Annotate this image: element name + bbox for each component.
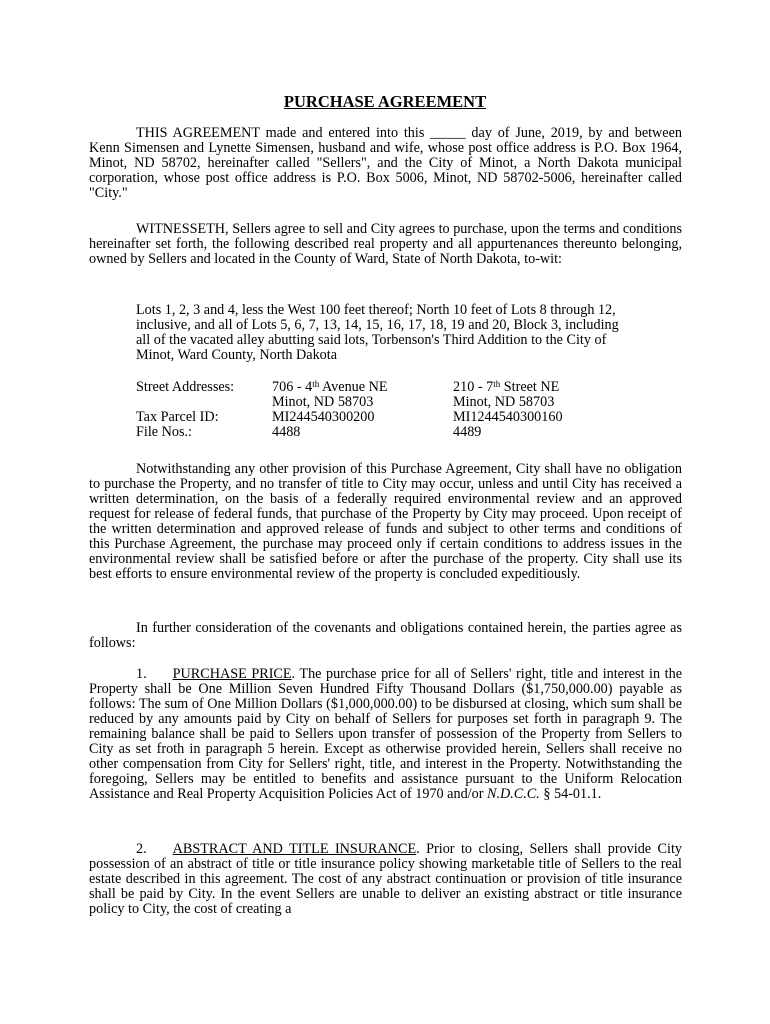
property-1-street: 706 - 4th Avenue NE	[272, 379, 388, 395]
notwithstanding-paragraph: Notwithstanding any other provision of this Purchase Agreement, City shall have no obligation to purchase the Property, and no transfer of title to City may occur, unless and until City has received a written determination, on the basis of a federally required environmental review and an approved request for release of federal funds, that purchase of the Property by City may proceed. Upon receipt of the written determination and approved release of funds and subject to other terms and conditions of this Purchase Agreement, the purchase may proceed only if certain conditions to address issues in the environmental review shall be satisfied before or after the purchase of the property. City shall use its best efforts to ensure environmental review of the property is concluded expeditiously.	[89, 461, 682, 582]
further-consideration-paragraph: In further consideration of the covenants and obligations contained herein, the parties agree as follows:	[89, 620, 682, 651]
file-nos-label: File Nos.:	[136, 424, 192, 440]
section-2-heading: ABSTRACT AND TITLE INSURANCE	[172, 841, 417, 857]
property-2-tax-id: MI1244540300160	[453, 409, 563, 425]
property-2-city: Minot, ND 58703	[453, 394, 555, 410]
intro-paragraph: THIS AGREEMENT made and entered into this _____ day of June, 2019, by and between Kenn Simensen and Lynette Simensen, husband and wife, whose post office address is P.O. Box 1964, Minot, ND 58702, hereinafter called "Sellers", and the City of Minot, a North Dakota municipal corporation, whose post office address is P.O. Box 5006, Minot, ND 58702-5006, hereinafter called "City."	[89, 125, 682, 201]
section-1-body: . The purchase price for all of Sellers' right, title and interest in the Property shall be One Million Seven Hundred Fifty Thousand Dollars ($1,750,000.00) payable as follows: The sum of One Million Dollars ($1,000,000.00) to be disbursed at closing, which sum shall be reduced by any amounts paid by City on behalf of Sellers for purposes set forth in paragraph 9. The remaining balance shall be paid to Sellers upon transfer of possession of the Property from Sellers to City as set froth in paragraph 5 herein. Except as otherwise provided herein, Sellers shall receive no other compensation from City for Sellers' right, title, and interest in the Property. Notwithstanding the foregoing, Sellers may be entitled to benefits and assistance pursuant to the Uniform Relocation Assistance and Real Property Acquisition Policies Act of 1970 and/or	[89, 666, 682, 802]
legal-description: Lots 1, 2, 3 and 4, less the West 100 feet thereof; North 10 feet of Lots 8 through 12, inclusive, and all of Lots 5, 6, 7, 13, 14, 15, 16, 17, 18, 19 and 20, Block 3, including all of the vacated alley abutting said lots, Torbenson's Third Addition to the City of Minot, Ward County, North Dakota	[136, 302, 619, 363]
property-2-file-no: 4489	[453, 424, 482, 440]
property-info-labels	[136, 380, 234, 440]
property-1-tax-id: MI244540300200	[272, 409, 375, 425]
property-1-column	[272, 380, 388, 440]
street-addresses-label: Street Addresses:	[136, 379, 235, 395]
witnesseth-paragraph: WITNESSETH, Sellers agree to sell and City agrees to purchase, upon the terms and conditions hereinafter set forth, the following described real property and all appurtenances thereunto belonging, owned by Sellers and located in the County of Ward, State of North Dakota, to-wit:	[89, 221, 682, 267]
page-title: PURCHASE AGREEMENT	[283, 92, 487, 111]
property-1-city: Minot, ND 58703	[272, 394, 374, 410]
section-1-purchase-price	[89, 667, 682, 802]
section-2-number: 2.	[136, 841, 147, 857]
property-2-street: 210 - 7th Street NE	[453, 379, 560, 395]
property-1-file-no: 4488	[272, 424, 301, 440]
section-2-abstract	[89, 842, 682, 917]
section-1-body-end: § 54-01.1.	[539, 786, 602, 802]
section-1-heading: PURCHASE PRICE	[172, 666, 292, 682]
property-2-column	[453, 380, 563, 440]
section-1-number: 1.	[136, 666, 147, 682]
section-2-body: . Prior to closing, Sellers shall provide City possession of an abstract of title or title insurance policy showing marketable title of Sellers to the real estate described in this agreement. The cost of any abstract continuation or provision of title insurance shall be paid by City. In the event Sellers are unable to deliver an existing abstract or title insurance policy to City, the cost of creating a	[89, 841, 682, 917]
section-1-citation: N.D.C.C.	[486, 786, 540, 802]
tax-parcel-label: Tax Parcel ID:	[136, 409, 219, 425]
